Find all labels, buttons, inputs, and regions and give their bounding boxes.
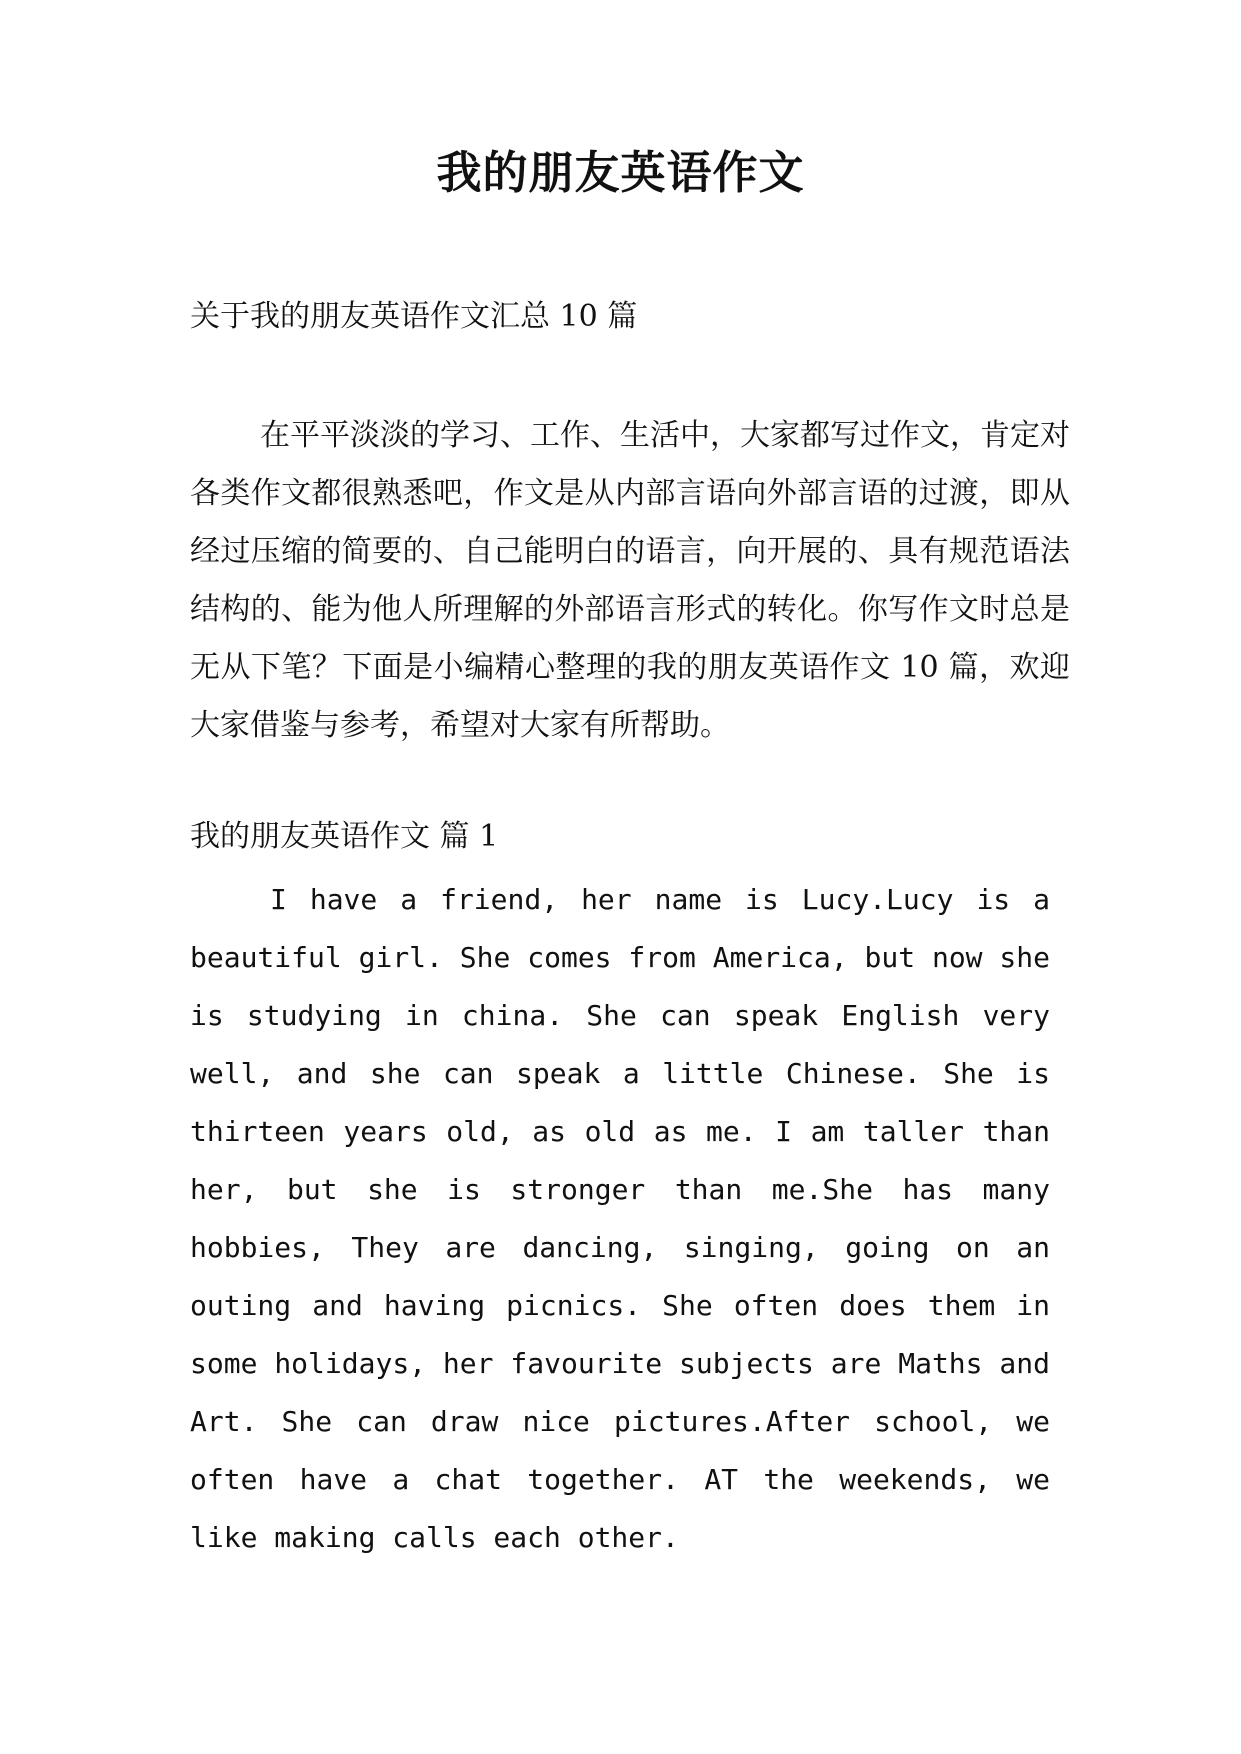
document-title: 我的朋友英语作文 [436,146,805,199]
section-heading: 我的朋友英语作文 篇 1 [190,819,499,854]
essay-paragraph: I have a friend, her name is Lucy.Lucy is a beautiful girl. She comes from America, but now she is studying in china. She can speak English very well, and she can speak a little Chinese. She is thirteen years old, as old as me. I am taller than her, but she is stronger than me.She has many hobbies, They are dancing, singing, going on an outing and having picnics. She often does them in some holidays, her favourite subjects are Maths and Art. She can draw nice pictures.After school, we often have a chat together. AT the weekends, we like making calls each other. [190,883,1050,1554]
intro-paragraph: 在平平淡淡的学习、工作、生活中，大家都写过作文，肯定对各类作文都很熟悉吧，作文是从内部言语向外部言语的过渡，即从经过压缩的简要的、自己能明白的语言，向开展的、具有规范语法结构的、能为他人所理解的外部语言形式的转化。你写作文时总是无从下笔？下面是小编精心整理的我的朋友英语作文 10 篇，欢迎大家借鉴与参考，希望对大家有所帮助。 [190,418,1070,743]
document-subtitle: 关于我的朋友英语作文汇总 10 篇 [190,299,638,334]
